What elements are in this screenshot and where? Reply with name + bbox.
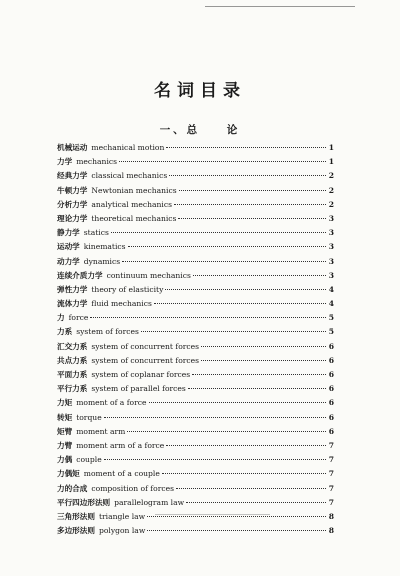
glossary-entry	[57, 382, 334, 396]
page-number: 6	[328, 341, 334, 351]
glossary-entry	[57, 482, 334, 496]
term-english: theoretical mechanics	[91, 213, 177, 223]
page-number: 5	[328, 313, 334, 323]
term-chinese: 力	[57, 313, 65, 323]
term-chinese: 运动学	[57, 242, 80, 252]
term-chinese: 机械运动	[57, 143, 88, 152]
page-number: 3	[328, 242, 334, 252]
page-number: 3	[328, 228, 334, 238]
dot-leader	[90, 317, 326, 318]
term-english: system of parallel forces	[91, 384, 186, 394]
glossary-entry	[57, 297, 334, 311]
term-english: Newtonian mechanics	[91, 185, 177, 195]
term-chinese: 力系	[57, 327, 73, 337]
dot-leader	[162, 473, 326, 474]
term-chinese: 共点力系	[57, 355, 88, 365]
page-number: 7	[328, 497, 334, 507]
dot-leader	[128, 246, 326, 247]
page-number: 1	[328, 143, 334, 152]
term-english: dynamics	[83, 256, 121, 266]
glossary-entry	[57, 198, 334, 212]
page-number: 3	[328, 213, 334, 223]
term-chinese: 理论力学	[57, 213, 88, 223]
glossary-entry	[57, 439, 334, 453]
term-chinese: 矩臂	[57, 426, 73, 436]
term-english: parallelogram law	[114, 497, 185, 507]
dot-leader	[179, 190, 326, 191]
dot-leader	[149, 402, 326, 403]
dot-leader	[165, 289, 326, 290]
page-number: 6	[328, 384, 334, 394]
glossary-entry	[57, 212, 334, 226]
term-chinese: 弹性力学	[57, 284, 88, 294]
page-number: 4	[328, 299, 334, 309]
dot-leader	[127, 431, 326, 432]
page-number: 7	[328, 469, 334, 479]
term-chinese: 力学	[57, 157, 73, 167]
term-chinese: 牛顿力学	[57, 185, 88, 195]
term-english: couple	[76, 455, 102, 465]
glossary-entry	[57, 425, 334, 439]
dot-leader	[111, 232, 326, 233]
term-english: moment arm of a force	[76, 440, 165, 450]
term-english: system of coplanar forces	[91, 370, 191, 379]
term-english: statics	[83, 228, 109, 238]
page-number: 3	[328, 270, 334, 280]
dot-leader	[201, 360, 326, 361]
dot-leader	[188, 388, 326, 389]
term-chinese: 汇交力系	[57, 341, 88, 351]
glossary-entry	[57, 283, 334, 297]
dot-leader	[178, 218, 326, 219]
term-chinese: 连续介质力学	[57, 270, 103, 280]
glossary-entry	[57, 496, 334, 510]
glossary-entry	[57, 255, 334, 269]
term-english: mechanical motion	[91, 143, 165, 152]
page-number: 3	[328, 256, 334, 266]
glossary-entry	[57, 141, 334, 155]
page-number: 6	[328, 355, 334, 365]
term-chinese: 平行四边形法则	[57, 497, 111, 507]
term-chinese: 经典力学	[57, 171, 88, 181]
term-chinese: 力偶矩	[57, 469, 80, 479]
term-chinese: 动力学	[57, 256, 80, 266]
dot-leader	[192, 374, 326, 375]
term-chinese: 平行力系	[57, 384, 88, 394]
term-chinese: 力的合成	[57, 483, 88, 493]
term-chinese: 三角形法则	[57, 511, 95, 521]
glossary-entry	[57, 269, 334, 283]
glossary-entry	[57, 325, 334, 339]
dot-leader	[147, 530, 326, 531]
page-number: 6	[328, 426, 334, 436]
dot-leader	[104, 459, 326, 460]
glossary-entry	[57, 453, 334, 467]
term-english: force	[68, 313, 89, 323]
glossary-entry	[57, 524, 334, 538]
dot-leader	[186, 502, 326, 503]
page-number: 6	[328, 398, 334, 408]
page-number: 6	[328, 370, 334, 379]
glossary-entry	[57, 226, 334, 240]
dot-leader	[141, 331, 326, 332]
term-english: classical mechanics	[91, 171, 168, 181]
dot-leader	[119, 161, 326, 162]
page-number: 8	[328, 526, 334, 536]
term-chinese: 多边形法则	[57, 526, 95, 536]
dot-leader	[169, 175, 326, 176]
section-heading: 一、总 论	[159, 124, 241, 136]
term-english: moment arm	[76, 426, 126, 436]
glossary-entry	[57, 354, 334, 368]
dot-leader	[147, 516, 326, 517]
term-english: polygon law	[98, 526, 146, 536]
dot-leader	[104, 417, 326, 418]
page-number: 2	[328, 199, 334, 209]
dot-leader	[176, 488, 326, 489]
term-chinese: 力矩	[57, 398, 73, 408]
term-english: moment of a force	[76, 398, 147, 408]
glossary-entry	[57, 340, 334, 354]
page-number: 8	[328, 511, 334, 521]
page-number: 7	[328, 440, 334, 450]
page-number: 2	[328, 185, 334, 195]
page-number: 5	[328, 327, 334, 337]
term-english: moment of a couple	[83, 469, 160, 479]
page-title: 名词目录	[154, 81, 246, 101]
glossary-entry	[57, 467, 334, 481]
term-english: continuum mechanics	[106, 270, 191, 280]
page-number: 7	[328, 455, 334, 465]
term-chinese: 平面力系	[57, 370, 88, 379]
page-number: 6	[328, 412, 334, 422]
term-english: mechanics	[76, 157, 118, 167]
dot-leader	[154, 303, 326, 304]
term-english: system of forces	[76, 327, 139, 337]
dot-leader	[193, 275, 326, 276]
dot-leader	[166, 147, 326, 148]
term-chinese: 转矩	[57, 412, 73, 422]
term-english: system of concurrent forces	[91, 355, 200, 365]
page-number: 2	[328, 171, 334, 181]
term-chinese: 分析力学	[57, 199, 88, 209]
dot-leader	[122, 261, 326, 262]
term-english: analytical mechanics	[91, 199, 172, 209]
glossary-entry	[57, 396, 334, 410]
dot-leader	[201, 346, 326, 347]
term-english: theory of elasticity	[91, 284, 164, 294]
glossary-entry-list	[57, 141, 334, 538]
glossary-entry	[57, 155, 334, 169]
glossary-entry	[57, 368, 334, 382]
page-number: 7	[328, 483, 334, 493]
term-english: torque	[76, 412, 102, 422]
term-english: system of concurrent forces	[91, 341, 200, 351]
term-english: composition of forces	[91, 483, 174, 493]
bottom-edge-rule	[155, 514, 270, 515]
page-number: 1	[328, 157, 334, 167]
glossary-entry	[57, 240, 334, 254]
glossary-entry	[57, 169, 334, 183]
dot-leader	[166, 445, 326, 446]
term-chinese: 力臂	[57, 440, 73, 450]
term-chinese: 力偶	[57, 455, 73, 465]
term-chinese: 静力学	[57, 228, 80, 238]
page-number: 4	[328, 284, 334, 294]
glossary-entry	[57, 184, 334, 198]
glossary-entry	[57, 510, 334, 524]
term-english: kinematics	[83, 242, 126, 252]
term-chinese: 流体力学	[57, 299, 88, 309]
glossary-entry	[57, 311, 334, 325]
term-english: triangle law	[98, 511, 146, 521]
glossary-entry	[57, 411, 334, 425]
top-edge-rule	[205, 6, 355, 7]
term-english: fluid mechanics	[91, 299, 152, 309]
dot-leader	[174, 204, 326, 205]
